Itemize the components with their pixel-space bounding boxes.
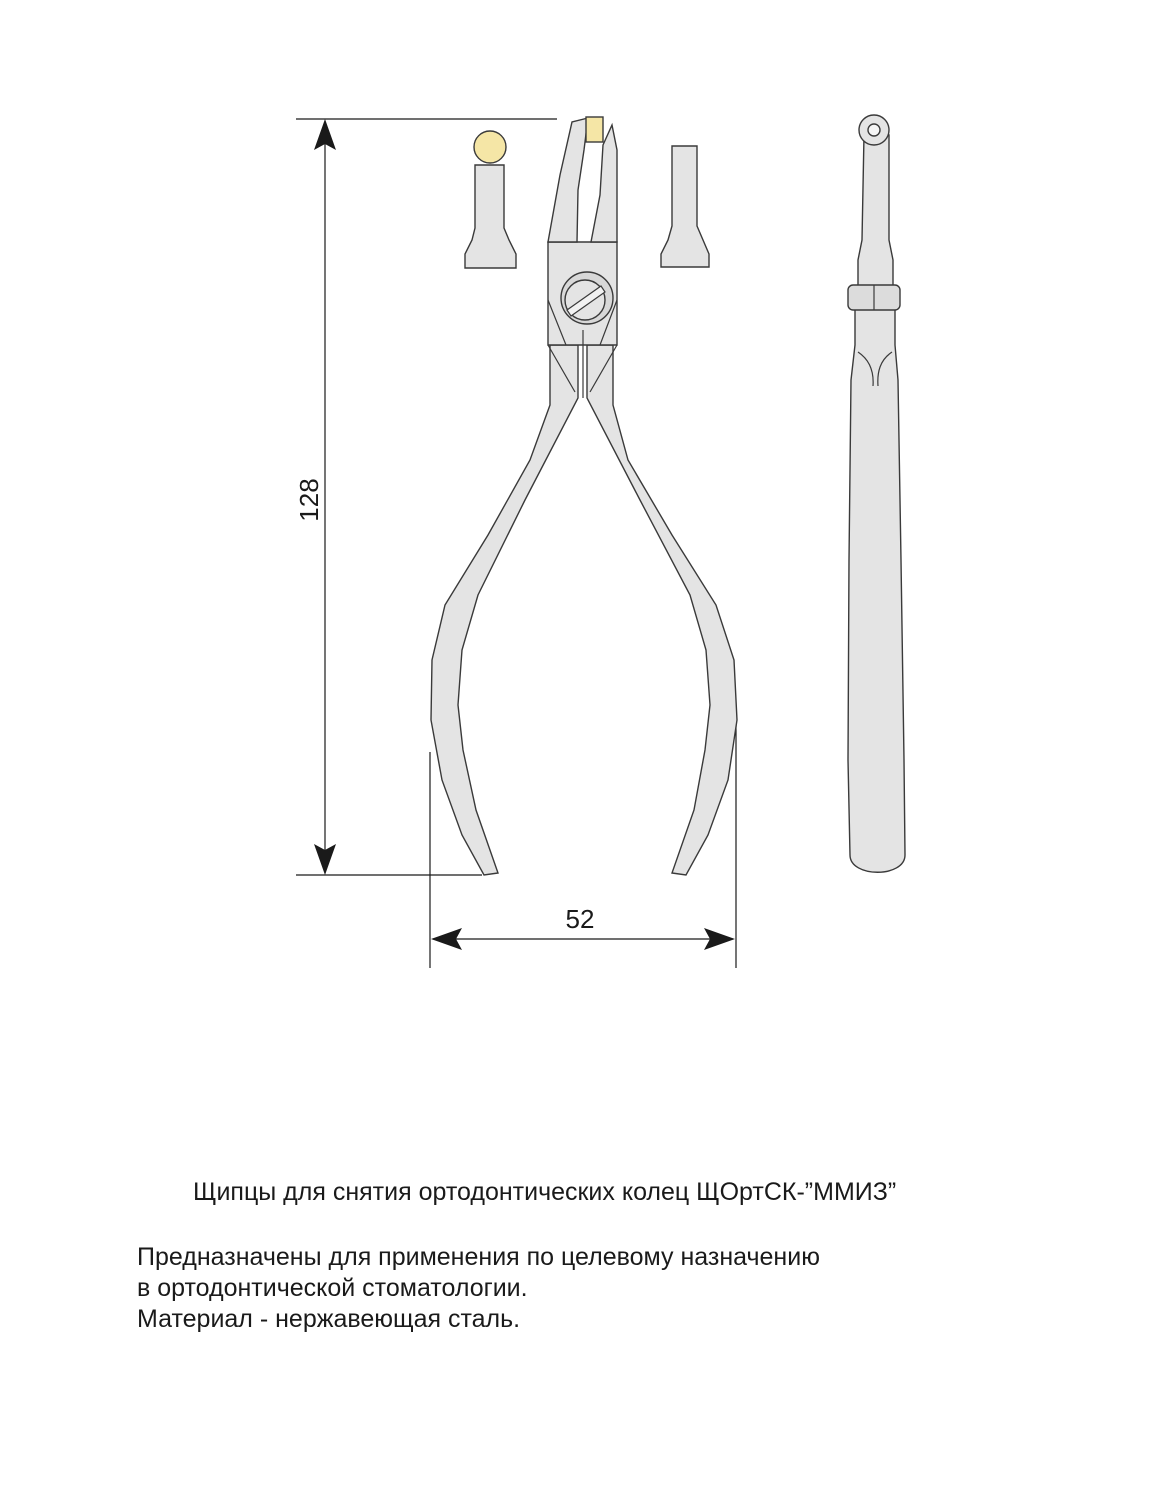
width-dimension-label: 52 — [565, 904, 595, 934]
description-line-3: Материал - нержавеющая сталь. — [137, 1305, 521, 1333]
pliers-side-view — [848, 115, 905, 872]
product-description — [137, 1242, 820, 1335]
pliers-right-handle — [587, 345, 737, 875]
tip-detail-ball — [465, 131, 516, 268]
tip-detail-flat-shank — [661, 146, 709, 267]
pliers-left-jaw — [548, 118, 588, 242]
side-view-handle — [848, 308, 905, 872]
tip-detail-ball-shank — [465, 165, 516, 268]
pliers-left-handle — [431, 345, 578, 875]
product-title: Щипцы для снятия ортодонтических колец ЩОртСК-”ММИЗ” — [193, 1178, 897, 1206]
side-view-upper — [858, 135, 893, 308]
tip-detail-ball-head — [474, 131, 506, 163]
description-line-2: в ортодонтической стоматологии. — [137, 1274, 528, 1302]
side-view-tip-ring-icon — [868, 124, 880, 136]
tip-detail-flat — [661, 146, 709, 267]
height-dimension-label: 128 — [294, 478, 324, 522]
pliers-brass-cap — [586, 117, 603, 142]
description-line-1: Предназначены для применения по целевому назначению — [137, 1243, 820, 1271]
